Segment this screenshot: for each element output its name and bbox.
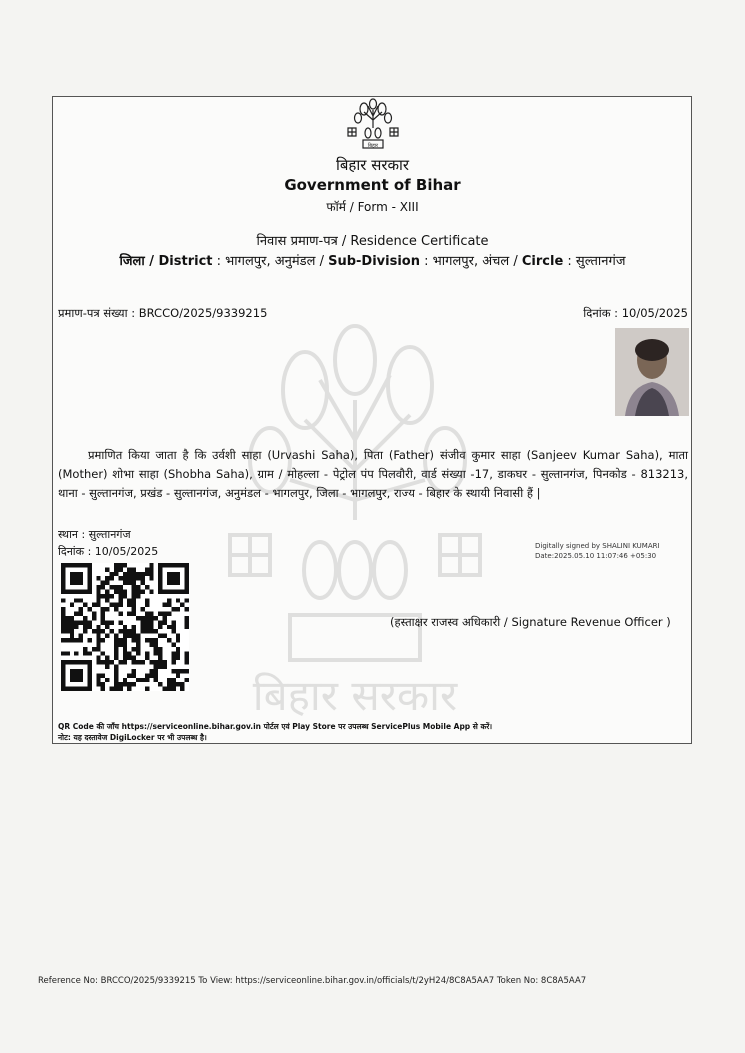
- bihar-emblem-watermark: [210, 320, 500, 720]
- bihar-emblem-icon: [344, 98, 402, 150]
- subdivision-value: : भागलपुर, अंचल /: [419, 254, 522, 269]
- reference-line: Reference No: BRCCO/2025/9339215 To View: https://serviceonline.bihar.gov.in/officials/t/2yH24/8C8A5AA7 Token No: 8C8A5AA7: [38, 976, 587, 986]
- qr-code[interactable]: [61, 563, 189, 691]
- district-label: जिला / District: [119, 254, 213, 269]
- qr-verification-note: QR Code की जाँच https://serviceonline.bihar.gov.in पोर्टल एवं Play Store पर उपलब्ध ServicePlus Mobile App से करें।: [58, 722, 493, 731]
- applicant-photo: [615, 328, 689, 416]
- issue-date: दिनांक : 10/05/2025: [58, 545, 159, 558]
- emblem-text: बिहार: [367, 143, 379, 149]
- district-line: [0, 251, 745, 269]
- circle-value: : सुल्तानगंज: [563, 254, 626, 269]
- certificate-title: निवास प्रमाण-पत्र / Residence Certificate: [256, 234, 489, 249]
- circle-label: Circle: [521, 254, 564, 269]
- digital-signature: [535, 541, 660, 561]
- subdivision-label: Sub-Division: [328, 254, 420, 269]
- certificate-body: प्रमाणित किया जाता है कि उर्वशी साहा (Urvashi Saha), पिता (Father) संजीव कुमार साहा (Sanjeev Kumar Saha), माता (Mother) शोभा साहा (Shobha Saha), ग्राम / मोहल्ला - पेट्रोल पंप पिलवौरी, वार्ड संख्या -17, डाकघर - सुल्तानगंज, पिनकोड - 813213, थाना - सुल्तानगंज, प्रखंड - सुल्तानगंज, अनुमंडल - भागलपुर, जिला - भागलपुर, राज्य - बिहार के स्थायी निवासी हैं |: [58, 448, 688, 500]
- certificate-date: दिनांक : 10/05/2025: [583, 306, 688, 320]
- district-value: : भागलपुर, अनुमंडल /: [212, 254, 329, 269]
- digital-signature-date: Date:2025.05.10 11:07:46 +05:30: [535, 552, 657, 560]
- digital-signature-name: Digitally signed by SHALINI KUMARI: [535, 542, 660, 550]
- digilocker-note: नोट: यह दस्तावेज DigiLocker पर भी उपलब्ध है।: [58, 733, 207, 742]
- form-number: फॉर्म / Form - XIII: [326, 200, 419, 214]
- govt-hindi: बिहार सरकार: [335, 156, 410, 174]
- govt-english: Government of Bihar: [284, 176, 461, 194]
- watermark-text: बिहार सरकार: [252, 671, 458, 720]
- certificate-number: प्रमाण-पत्र संख्या : BRCCO/2025/9339215: [58, 306, 268, 320]
- issue-place: स्थान : सुल्तानगंज: [58, 528, 131, 541]
- signature-revenue-officer: (हस्ताक्षर राजस्व अधिकारी / Signature Revenue Officer ): [390, 615, 671, 629]
